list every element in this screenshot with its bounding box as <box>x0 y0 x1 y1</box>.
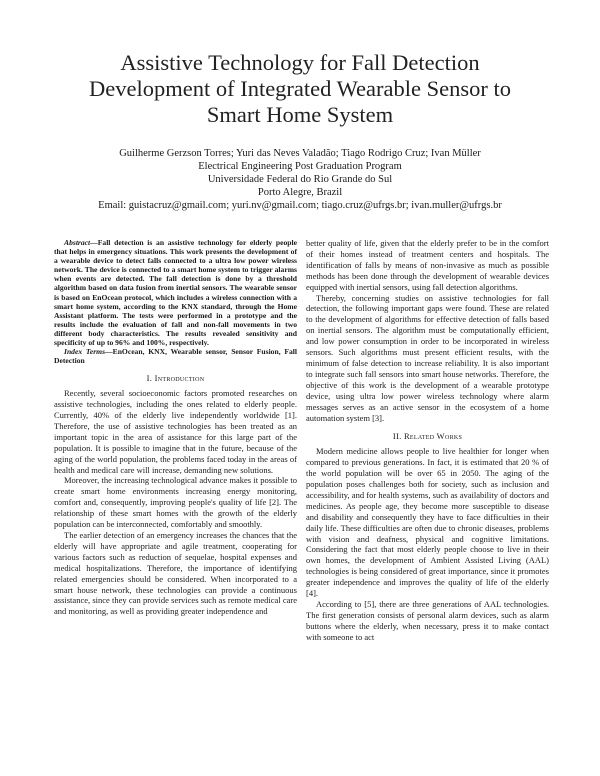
index-terms-text: —EnOcean, KNX, Wearable sensor, Sensor Fusion, Fall Detection <box>54 347 297 366</box>
paragraph: According to [5], there are three generations of AAL technologies. The first generation consists of personal alarm devices, such as alarm buttons where the elderly, when necessary, press it to make contact with someone to act <box>306 599 549 642</box>
abstract-label: Abstract <box>64 238 91 247</box>
title-line: Development of Integrated Wearable Sensor to <box>89 76 511 101</box>
paragraph: Moreover, the increasing technological advance makes it possible to create smart home environments increasing energy monitoring, comfort and, consequently, improving people's quality of life [2]. The relationship of these smart homes with the growth of the elderly population can be interconnected, comfortably and smoothly. <box>54 475 297 530</box>
index-terms <box>54 347 297 365</box>
paper-title <box>60 50 540 128</box>
section-heading-related-works: II. Related Works <box>392 431 463 442</box>
affiliation-line: Porto Alegre, Brazil <box>257 187 343 198</box>
abstract-text: —Fall detection is an assistive technology for elderly people that helps in emergency situations. This work presents the development of a wearable device to detect falls connected to a ultra low power wireless network. The device is connected to a smart home system to trigger alarms when events are detected. The fall detection is done by a threshold algorithm based on data fusion from inertial sensors. The wearable sensor is based on EnOcean protocol, which includes a wireless connection with a smart home system, according to the KNX standard, through the Home Assistant platform. The tests were performed in a prototype and the results include the evaluation of fall and non-fall movements in two different body characteristics. The results revealed sensitivity and specificity of up to 96% and 100%, respectively. <box>54 238 297 348</box>
affiliation-line: Electrical Engineering Post Graduation Program <box>198 161 402 172</box>
paragraph: Recently, several socioeconomic factors promoted researches on assistive technologies, including the ones related to elderly people. Currently, 40% of the elderly live independently worldwide [1]. Therefore, the use of assistive technologies has been treated as an important topic in the area of assistance for this large part of the population. It is possible to imagine that in the future, because of the aging of the world population, the problems faced today in the areas of health and medical care will increase, demanding new solutions. <box>54 388 297 475</box>
abstract <box>54 238 297 347</box>
paragraph: Thereby, concerning studies on assistive technologies for fall detection, the following important gaps were found. These are related to the development of algorithms for effective detection of falls based on inertial sensors. The algorithm must be computationally efficient, and low power consumption in order to be incorporated in wireless sensors. Such algorithms must present efficient results, with the minimum of false detection to increase reliability. It is also important to integrate such fall sensors into smart house networks. Therefore, the objective of this work is the development of a wearable prototype device, using ultra low power wireless technology where alarm messages serves as an active sensor in the ecosystem of a home automation system [3]. <box>306 292 549 423</box>
paragraph: Modern medicine allows people to live healthier for longer when compared to previous generations. In fact, it is estimated that 20 % of the world population will be over 65 in 2050. The aging of the population poses challenges both for society, such as inclusion and accessibility, and for health systems, such as availability of doctors and medicines. As people age, they become more susceptible to disease and disability and consequently they have to face difficulties in their daily life. These difficulties are often due to chronic diseases, problems with vision and deafness, physical and cognitive limitations. Considering the fact that most elderly people choose to live in their own homes, the development of Ambient Assisted Living (AAL) technologies is being considered of great importance, since it promotes greater independence and improves the quality of life of the elderly [4]. <box>306 446 549 599</box>
title-line: Smart Home System <box>206 102 394 127</box>
paragraph: The earlier detection of an emergency increases the chances that the elderly will have appropriate and agile treatment, cooperating for various factors such as reduction of sequelae, hospital expenses and medical hospitalizations. Therefore, the importance of identifying related emergencies should be considered. When incorporated to a smart house network, these technologies can provide a continuous assistance, since they can provide services such as remote medical care and monitoring, as well as providing greater independence and <box>54 530 297 617</box>
paragraph: better quality of life, given that the elderly prefer to be in the comfort of their homes instead of treatment centers and hospitals. The identification of falls by means of non-invasive as much as possible methods has been done through the development of wearable devices equipped with inertial sensors, using fall detection algorithms. <box>306 238 549 292</box>
author-block <box>40 147 560 212</box>
right-column <box>306 238 549 643</box>
section-heading-introduction: I. Introduction <box>146 373 205 384</box>
title-line: Assistive Technology for Fall Detection <box>120 50 480 75</box>
index-terms-label: Index Terms <box>64 347 106 357</box>
left-column <box>54 238 297 617</box>
affiliation-line: Universidade Federal do Rio Grande do Sul <box>207 174 393 185</box>
email-line: Email: guistacruz@gmail.com; yuri.nv@gmail.com; tiago.cruz@ufrgs.br; ivan.muller@ufrgs.br <box>98 200 502 211</box>
author-names: Guilherme Gerzson Torres; Yuri das Neves Valadão; Tiago Rodrigo Cruz; Ivan Müller <box>119 148 481 159</box>
